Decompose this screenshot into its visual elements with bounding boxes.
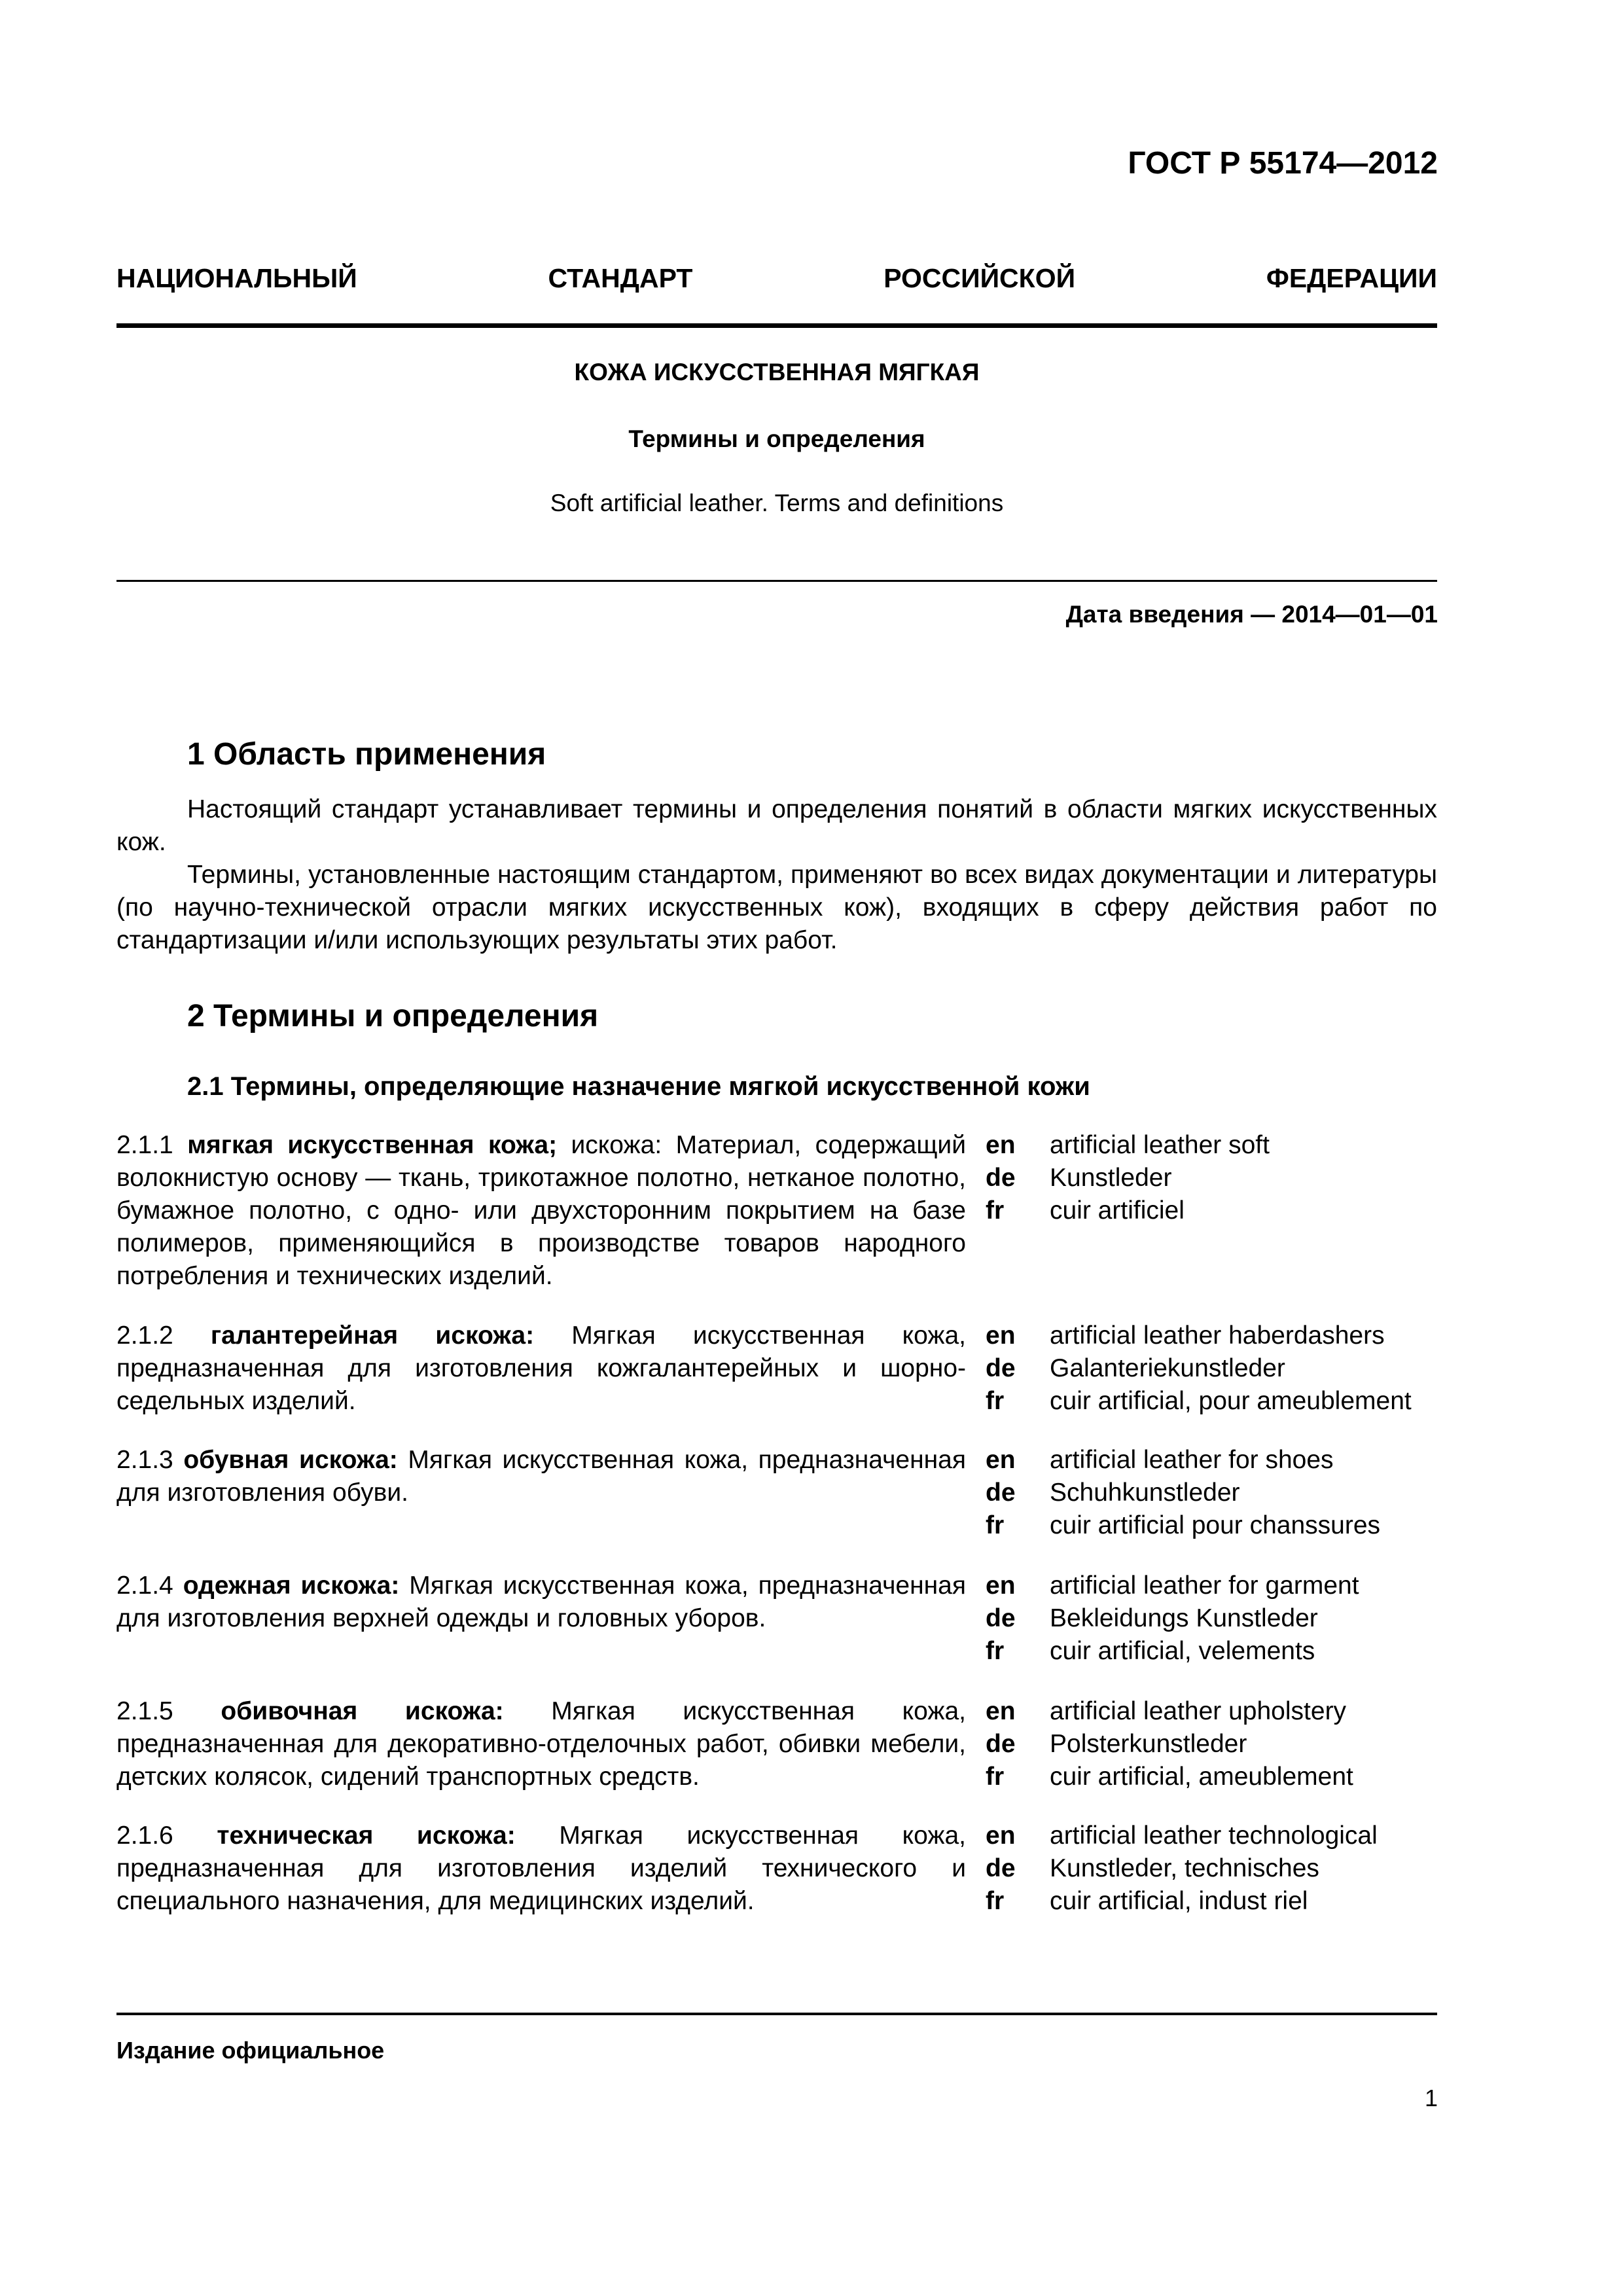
term-entry-2-1-5 xyxy=(116,1695,966,1793)
section-1-paragraph: Настоящий стандарт устанавливает термины и определения понятий в области мягких искусственных кож. xyxy=(116,795,1437,856)
introduction-date: Дата введения — 2014—01—01 xyxy=(1065,601,1438,628)
equivalent-de: Galanteriekunstleder xyxy=(1050,1354,1285,1382)
term-name: мягкая искусственная кожа; xyxy=(187,1131,558,1159)
lang-code-en: en xyxy=(986,1321,1016,1350)
term-number: 2.1.6 xyxy=(116,1821,173,1850)
lang-code-de: de xyxy=(986,1730,1016,1758)
footer-divider xyxy=(116,2013,1437,2015)
lang-code-de: de xyxy=(986,1164,1016,1192)
lang-code-de: de xyxy=(986,1479,1016,1507)
term-entry-2-1-1 xyxy=(116,1129,966,1293)
equivalent-en: artificial leather upholstery xyxy=(1050,1697,1347,1725)
term-number: 2.1.4 xyxy=(116,1571,173,1600)
section-1-heading: 1 Область применения xyxy=(187,737,546,772)
foreign-equivalents xyxy=(1050,1695,1353,1793)
term-name: техническая искожа: xyxy=(217,1821,516,1850)
language-codes xyxy=(986,1820,1016,1918)
term-number: 2.1.3 xyxy=(116,1446,173,1474)
term-definition: Мягкая искусственная кожа, предназначенная для изготовления обуви. xyxy=(116,1446,966,1507)
title-divider xyxy=(116,580,1437,582)
term-name: одежная искожа: xyxy=(183,1571,400,1600)
section-1-paragraph: Термины, установленные настоящим стандартом, применяют во всех видах документации и литературы (по научно-технической отрасли мягких искусственных кож), входящих в сферу действия работ по стандартизации и/или использующих результаты этих работ. xyxy=(116,861,1437,954)
term-entry-2-1-2 xyxy=(116,1319,966,1418)
term-definition: Мягкая искусственная кожа, предназначенная для изготовления кожгалантерейных и шорно-седельных изделий. xyxy=(116,1321,967,1415)
foreign-equivalents xyxy=(1050,1570,1359,1668)
foreign-equivalents xyxy=(1050,1444,1380,1542)
term-number: 2.1.1 xyxy=(116,1131,173,1159)
lang-code-fr: fr xyxy=(986,1637,1005,1665)
banner-word: РОССИЙСКОЙ xyxy=(883,263,1076,293)
banner-word: ФЕДЕРАЦИИ xyxy=(1266,263,1437,293)
term-entry-2-1-4 xyxy=(116,1570,966,1635)
term-definition: Мягкая искусственная кожа, предназначенная для изготовления изделий технического и специального назначения, для медицинских изделий. xyxy=(116,1821,967,1915)
equivalent-fr: cuir artificial pour chanssures xyxy=(1050,1511,1381,1539)
standard-code: ГОСТ Р 55174—2012 xyxy=(1128,146,1438,181)
national-standard-banner xyxy=(116,263,1437,294)
equivalent-fr: cuir artificiel xyxy=(1050,1196,1185,1225)
foreign-equivalents xyxy=(1050,1129,1270,1227)
lang-code-de: de xyxy=(986,1854,1016,1882)
lang-code-fr: fr xyxy=(986,1196,1005,1225)
term-number: 2.1.5 xyxy=(116,1697,173,1725)
language-codes xyxy=(986,1319,1016,1418)
banner-word: СТАНДАРТ xyxy=(548,263,693,293)
equivalent-en: artificial leather for shoes xyxy=(1050,1446,1334,1474)
term-name: обивочная искожа: xyxy=(221,1697,504,1725)
language-codes xyxy=(986,1444,1016,1542)
equivalent-en: artificial leather soft xyxy=(1050,1131,1270,1159)
subsection-2-1-heading: 2.1 Термины, определяющие назначение мягкой искусственной кожи xyxy=(187,1072,1090,1101)
lang-code-fr: fr xyxy=(986,1387,1005,1415)
language-codes xyxy=(986,1129,1016,1227)
equivalent-en: artificial leather haberdashers xyxy=(1050,1321,1385,1350)
language-codes xyxy=(986,1695,1016,1793)
term-entry-2-1-6 xyxy=(116,1820,966,1918)
lang-code-fr: fr xyxy=(986,1511,1005,1539)
document-subtitle: Термины и определения xyxy=(628,425,925,452)
equivalent-de: Schuhkunstleder xyxy=(1050,1479,1240,1507)
foreign-equivalents xyxy=(1050,1820,1378,1918)
term-definition: Мягкая искусственная кожа, предназначенная для изготовления верхней одежды и головных уборов. xyxy=(116,1571,966,1632)
term-entry-2-1-3 xyxy=(116,1444,966,1509)
foreign-equivalents xyxy=(1050,1319,1412,1418)
equivalent-de: Bekleidungs Kunstleder xyxy=(1050,1604,1318,1632)
lang-code-fr: fr xyxy=(986,1887,1005,1915)
top-divider xyxy=(116,323,1437,328)
lang-code-en: en xyxy=(986,1571,1016,1600)
equivalent-fr: cuir artificial, ameublement xyxy=(1050,1763,1353,1791)
page-number: 1 xyxy=(1424,2085,1438,2111)
lang-code-en: en xyxy=(986,1446,1016,1474)
term-definition: Мягкая искусственная кожа, предназначенная для декоративно-отделочных работ, обивки мебели, детских колясок, сидений транспортных средств. xyxy=(116,1697,966,1791)
lang-code-de: de xyxy=(986,1604,1016,1632)
banner-word: НАЦИОНАЛЬНЫЙ xyxy=(116,263,357,293)
lang-code-en: en xyxy=(986,1697,1016,1725)
equivalent-de: Kunstleder xyxy=(1050,1164,1172,1192)
lang-code-en: en xyxy=(986,1131,1016,1159)
term-definition: искожа: Материал, содержащий волокнистую основу — ткань, трикотажное полотно, нетканое полотно, бумажное полотно, с одно- или двухсторонним покрытием на базе полимеров, применяющийся в производстве товаров народного потребления и технических изделий. xyxy=(116,1131,966,1290)
term-name: галантерейная искожа: xyxy=(210,1321,535,1350)
equivalent-en: artificial leather for garment xyxy=(1050,1571,1359,1600)
equivalent-fr: cuir artificial, pour ameublement xyxy=(1050,1387,1412,1415)
term-name: обувная искожа: xyxy=(183,1446,398,1474)
document-title: КОЖА ИСКУССТВЕННАЯ МЯГКАЯ xyxy=(574,359,980,386)
lang-code-fr: fr xyxy=(986,1763,1005,1791)
lang-code-en: en xyxy=(986,1821,1016,1850)
equivalent-de: Polsterkunstleder xyxy=(1050,1730,1247,1758)
edition-note: Издание официальное xyxy=(116,2037,385,2064)
language-codes xyxy=(986,1570,1016,1668)
equivalent-fr: cuir artificial, velements xyxy=(1050,1637,1315,1665)
document-title-english: Soft artificial leather. Terms and definitions xyxy=(550,490,1004,516)
section-2-heading: 2 Термины и определения xyxy=(187,999,599,1033)
equivalent-de: Kunstleder, technisches xyxy=(1050,1854,1319,1882)
term-number: 2.1.2 xyxy=(116,1321,173,1350)
equivalent-fr: cuir artificial, indust riel xyxy=(1050,1887,1308,1915)
lang-code-de: de xyxy=(986,1354,1016,1382)
equivalent-en: artificial leather technological xyxy=(1050,1821,1378,1850)
